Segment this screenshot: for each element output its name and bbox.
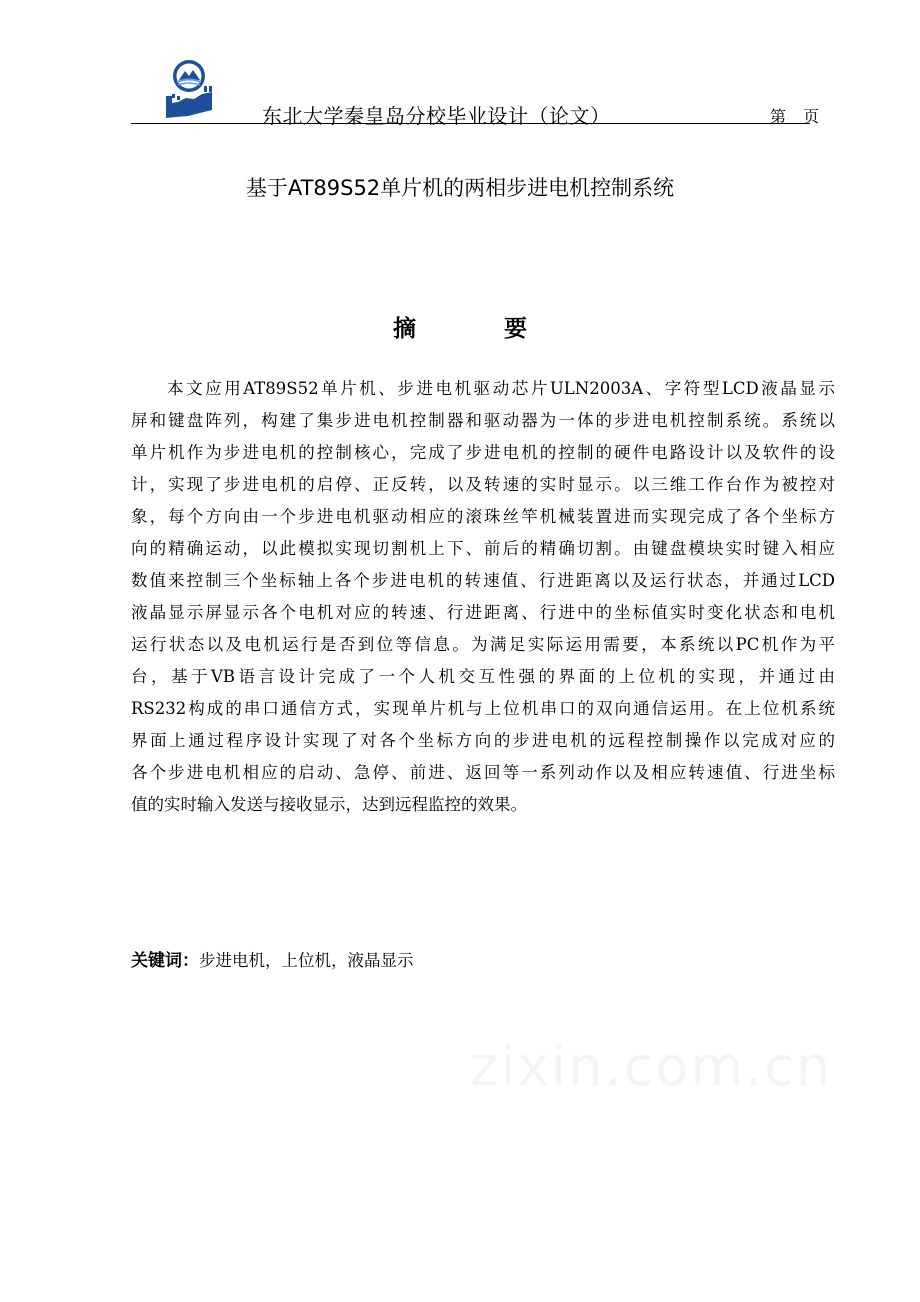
abstract-line: 屏和键盘阵列，构建了集步进电机控制器和驱动器为一体的步进电机控制系统。系统以 xyxy=(131,411,835,430)
abstract-line: 各个步进电机相应的启动、急停、前进、返回等一系列动作以及相应转速值、行进坐标 xyxy=(131,763,835,782)
abstract-body xyxy=(131,373,835,821)
abstract-line: 象，每个方向由一个步进电机驱动相应的滚珠丝竿机械装置进而实现完成了各个坐标方 xyxy=(131,507,835,526)
keywords-value: 步进电机，上位机，液晶显示 xyxy=(199,951,414,970)
abstract-heading: 摘 要 xyxy=(392,316,567,342)
keywords-label: 关键词： xyxy=(131,951,199,971)
abstract-line: 向的精确运动，以此模拟实现切割机上下、前后的精确切割。由键盘模块实时键入相应 xyxy=(131,539,835,558)
university-seal-icon xyxy=(164,58,214,120)
abstract-line: 数值来控制三个坐标轴上各个步进电机的转速值、行进距离以及运行状态，并通过LCD xyxy=(131,571,835,590)
document-title: 基于AT89S52单片机的两相步进电机控制系统 xyxy=(245,176,675,200)
keywords xyxy=(131,946,414,971)
abstract-line: 单片机作为步进电机的控制核心，完成了步进电机的控制的硬件电路设计以及软件的设 xyxy=(131,443,835,462)
header-divider xyxy=(131,123,810,124)
abstract-line: RS232构成的串口通信方式，实现单片机与上位机串口的双向通信运用。在上位机系统 xyxy=(131,699,835,718)
watermark xyxy=(470,1035,832,1098)
abstract-line: 本文应用AT89S52单片机、步进电机驱动芯片ULN2003A、字符型LCD液晶显示 xyxy=(167,379,835,398)
header-university-title: 东北大学秦皇岛分校毕业设计（论文） xyxy=(262,104,611,128)
abstract-line: 计，实现了步进电机的启停、正反转，以及转速的实时显示。以三维工作台作为被控对 xyxy=(131,475,835,494)
abstract-line: 运行状态以及电机运行是否到位等信息。为满足实际运用需要，本系统以PC机作为平 xyxy=(131,635,835,654)
abstract-line: 值的实时输入发送与接收显示，达到远程监控的效果。 xyxy=(131,795,527,814)
header-page-label: 第 页 xyxy=(770,107,826,126)
abstract-line: 台，基于VB语言设计完成了一个人机交互性强的界面的上位机的实现，并通过由 xyxy=(131,667,835,686)
abstract-line: 界面上通过程序设计实现了对各个坐标方向的步进电机的远程控制操作以完成对应的 xyxy=(131,731,835,750)
abstract-line: 液晶显示屏显示各个电机对应的转速、行进距离、行进中的坐标值实时变化状态和电机 xyxy=(131,603,835,622)
